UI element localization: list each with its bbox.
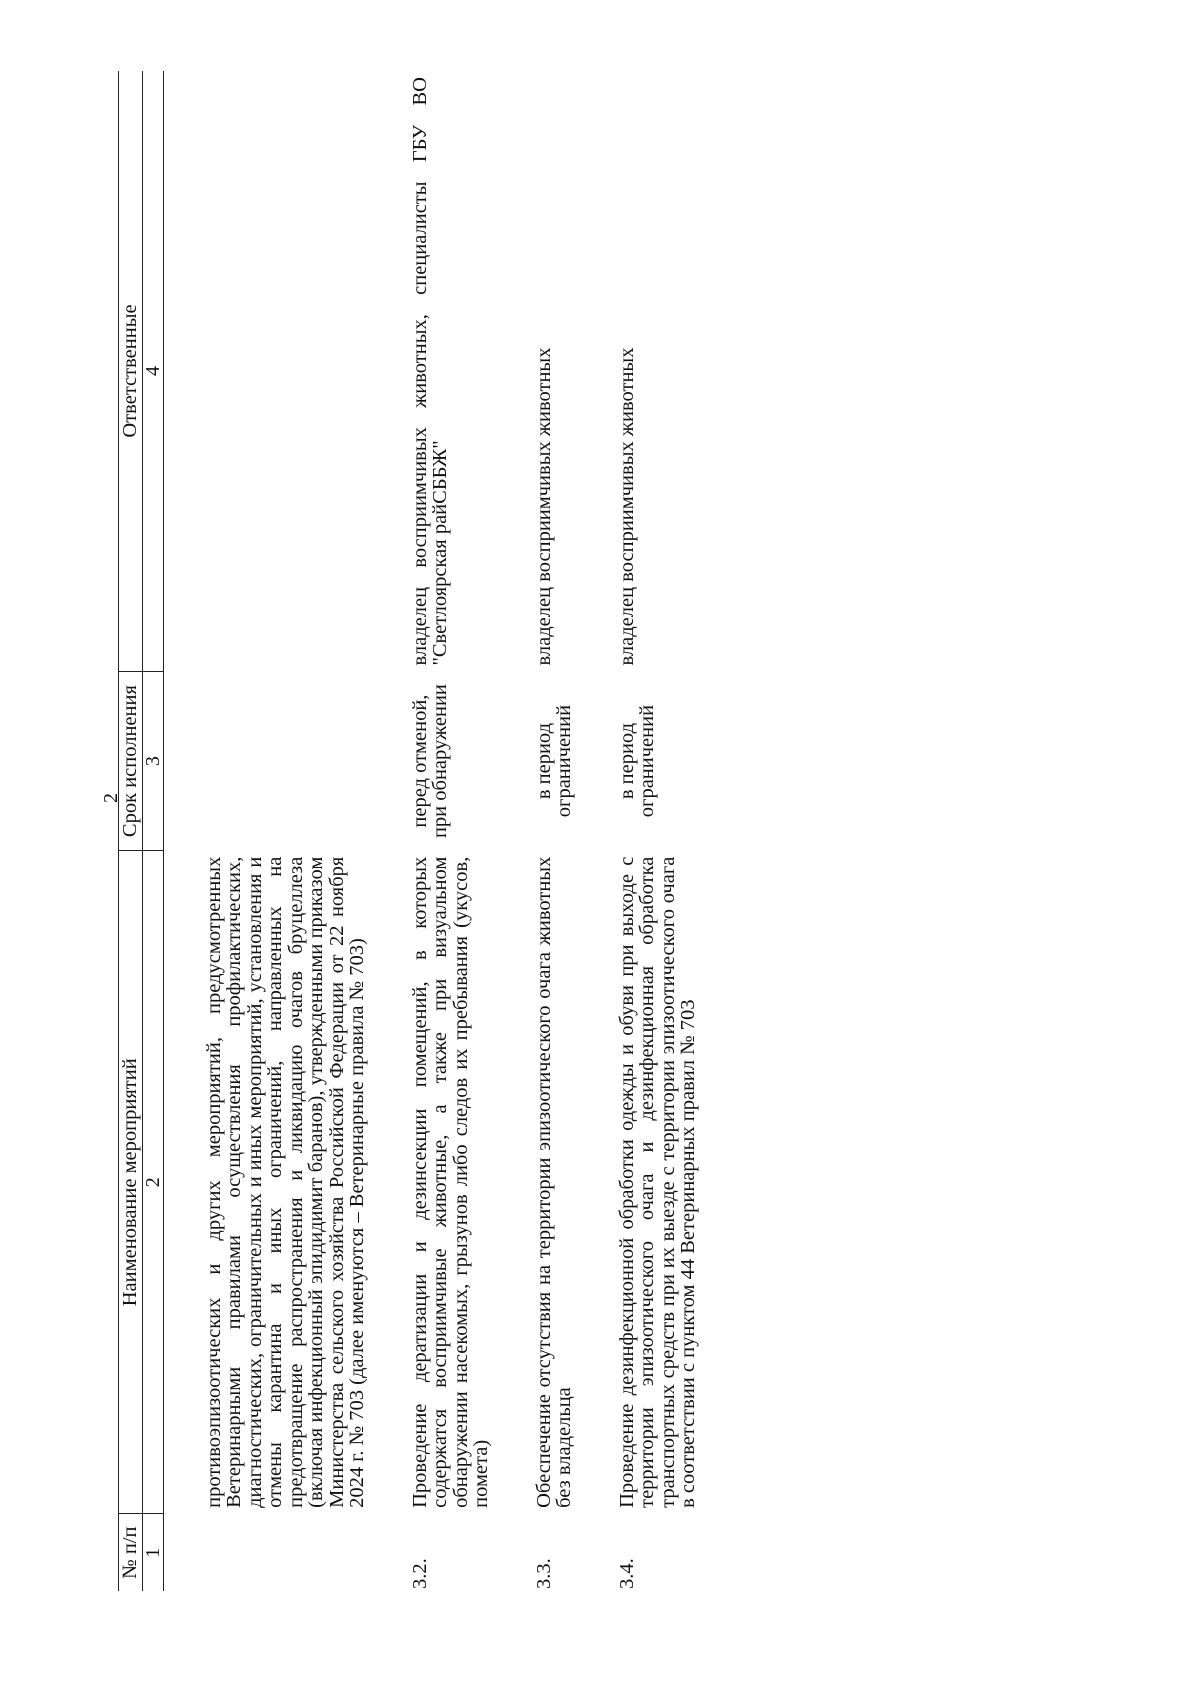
header-term: Срок исполнения bbox=[119, 671, 143, 850]
table-row bbox=[492, 71, 575, 1591]
table-row bbox=[368, 71, 492, 1591]
measure-term: в период ограничений bbox=[532, 704, 575, 818]
measure-responsible: владелец восприимчивых животных bbox=[615, 347, 638, 666]
measure-responsible: владелец восприимчивых животных bbox=[532, 347, 555, 666]
row-number bbox=[163, 1514, 368, 1591]
measure-responsible: владелец восприимчивых животных, специалисты ГБУ ВО "Светлоярская райСББЖ" bbox=[408, 77, 451, 666]
table-row bbox=[163, 71, 368, 1591]
column-number-row bbox=[142, 71, 163, 1591]
measure-term: перед отменой, при обнаружении bbox=[408, 684, 451, 839]
table-header-row bbox=[119, 71, 143, 1591]
header-num: № п/п bbox=[119, 1514, 143, 1591]
table-row bbox=[575, 71, 699, 1591]
measure-name: Проведение дезинфекционной обработки одежды и обуви при выходе с территории эпизоотического очага и дезинфекционная обработка транспортных средств при их выезде с территории эпизоотического очага в соответствии с пунктом 44 Ветеринарных правил № 703 bbox=[615, 856, 699, 1508]
measure-term: в период ограничений bbox=[615, 704, 658, 818]
row-number: 3.3. bbox=[532, 1558, 555, 1589]
page-number: 2 bbox=[100, 793, 122, 803]
measure-responsible bbox=[163, 71, 368, 671]
measure-name: противоэпизоотических и других мероприятий, предусмотренных Ветеринарными правилами осуществления профилактических, диагностических, ограничительных и иных мероприятий, установления и отмены карантина и иных ограничений, направленных на предотвращение распространения и ликвидацию очагов бруцеллеза (включая инфекционный эпидидимит баранов), утвержденными приказом Министерства сельского хозяйства Российской Федерации от 22 ноября 2024 г. № 703 (далее именуются – Ветеринарные правила № 703) bbox=[202, 856, 368, 1508]
column-number: 4 bbox=[142, 71, 163, 671]
measure-term bbox=[163, 671, 368, 850]
column-number: 2 bbox=[142, 851, 163, 1514]
measure-name: Обеспечение отсутствия на территории эпизоотического очага животных без владельца bbox=[532, 856, 575, 1508]
row-number: 3.4. bbox=[615, 1558, 638, 1589]
header-name: Наименование мероприятий bbox=[119, 851, 143, 1514]
row-number: 3.2. bbox=[408, 1558, 431, 1589]
header-responsible: Ответственные bbox=[119, 71, 143, 671]
measure-name: Проведение дератизации и дезинсекции помещений, в которых содержатся восприимчивые животные, а также при визуальном обнаружении насекомых, грызунов либо следов их пребывания (укусов, помета) bbox=[408, 856, 492, 1508]
measures-table bbox=[118, 71, 699, 1591]
column-number: 1 bbox=[142, 1514, 163, 1591]
column-number: 3 bbox=[142, 671, 163, 850]
